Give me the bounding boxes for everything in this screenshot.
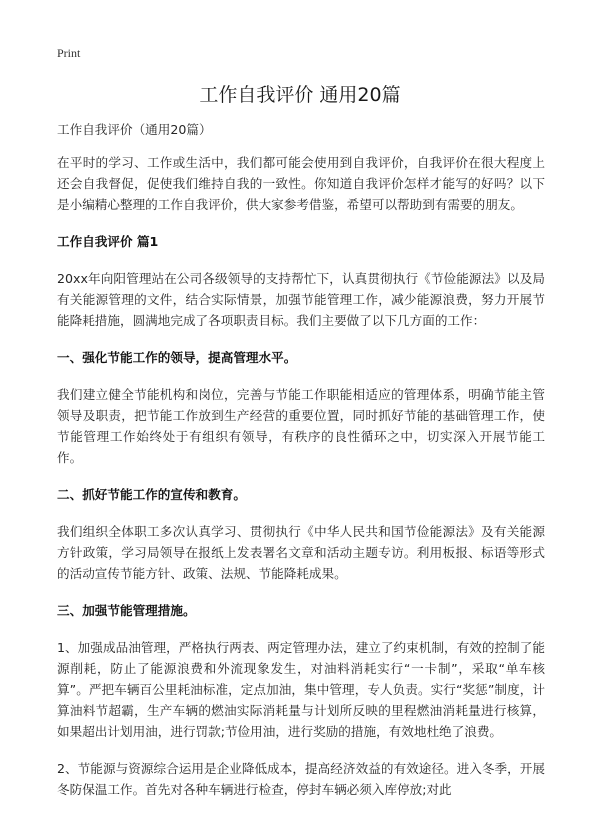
print-label[interactable]: Print [57, 46, 81, 60]
section-3-item-2: 2、节能源与资源综合运用是企业降低成本，提高经济效益的有效途径。进入冬季，开展冬防保温工作。首先对各种车辆进行检查，停封车辆必须入库停放;对此 [57, 761, 545, 797]
document-title: 工作自我评价 通用20篇 [199, 84, 401, 106]
chapter-intro-paragraph: 20xx年向阳管理站在公司各级领导的支持帮忙下，认真贯彻执行《节俭能源法》以及局有关能源管理的文件，结合实际情景，加强节能管理工作，减少能源浪费，努力开展节能降耗措施，圆满地完成了各项职责目标。我们主要做了以下几方面的工作： [57, 271, 545, 328]
section-3-heading: 三、加强节能管理措施。 [57, 603, 196, 618]
intro-paragraph: 在平时的学习、工作或生活中，我们都可能会使用到自我评价，自我评价在很大程度上还会自我督促，促使我们维持自我的一致性。你知道自我评价怎样才能写的好吗？以下是小编精心整理的工作自我评价，供大家参考借鉴，希望可以帮助到有需要的朋友。 [57, 155, 545, 212]
document-subtitle: 工作自我评价（通用20篇） [57, 122, 212, 137]
chapter-heading: 工作自我评价 篇1 [57, 234, 159, 249]
section-3-item-1: 1、加强成品油管理，严格执行两表、两定管理办法，建立了约束机制，有效的控制了能源削耗，防止了能源浪费和外流现象发生，对油料消耗实行“一卡制”，采取“单车核算”。严把车辆百公里耗油标准，定点加油，集中管理，专人负责。实行“奖惩”制度，计算油料节超霸，生产车辆的燃油实际消耗量与计划所反映的里程燃油消耗量进行核算，如果超出计划用油，进行罚款;节俭用油，进行奖励的措施，有效地杜绝了浪费。 [57, 640, 545, 739]
section-1-paragraph: 我们建立健全节能机构和岗位，完善与节能工作职能相适应的管理体系，明确节能主管领导及职责，把节能工作放到生产经营的重要位置，同时抓好节能的基础管理工作，使节能管理工作始终处于有组织有领导，有秩序的良性循环之中，切实深入开展节能工作。 [57, 387, 545, 465]
document-body [57, 119, 545, 816]
section-1-heading: 一、强化节能工作的领导，提高管理水平。 [57, 350, 297, 365]
section-2-heading: 二、抓好节能工作的宣传和教育。 [57, 487, 246, 502]
section-2-paragraph: 我们组织全体职工多次认真学习、贯彻执行《中华人民共和国节俭能源法》及有关能源方针政策，学习局领导在报纸上发表署名文章和活动主题专访。利用板报、标语等形式的活动宣传节能方针、政策、法规、节能降耗成果。 [57, 524, 545, 581]
